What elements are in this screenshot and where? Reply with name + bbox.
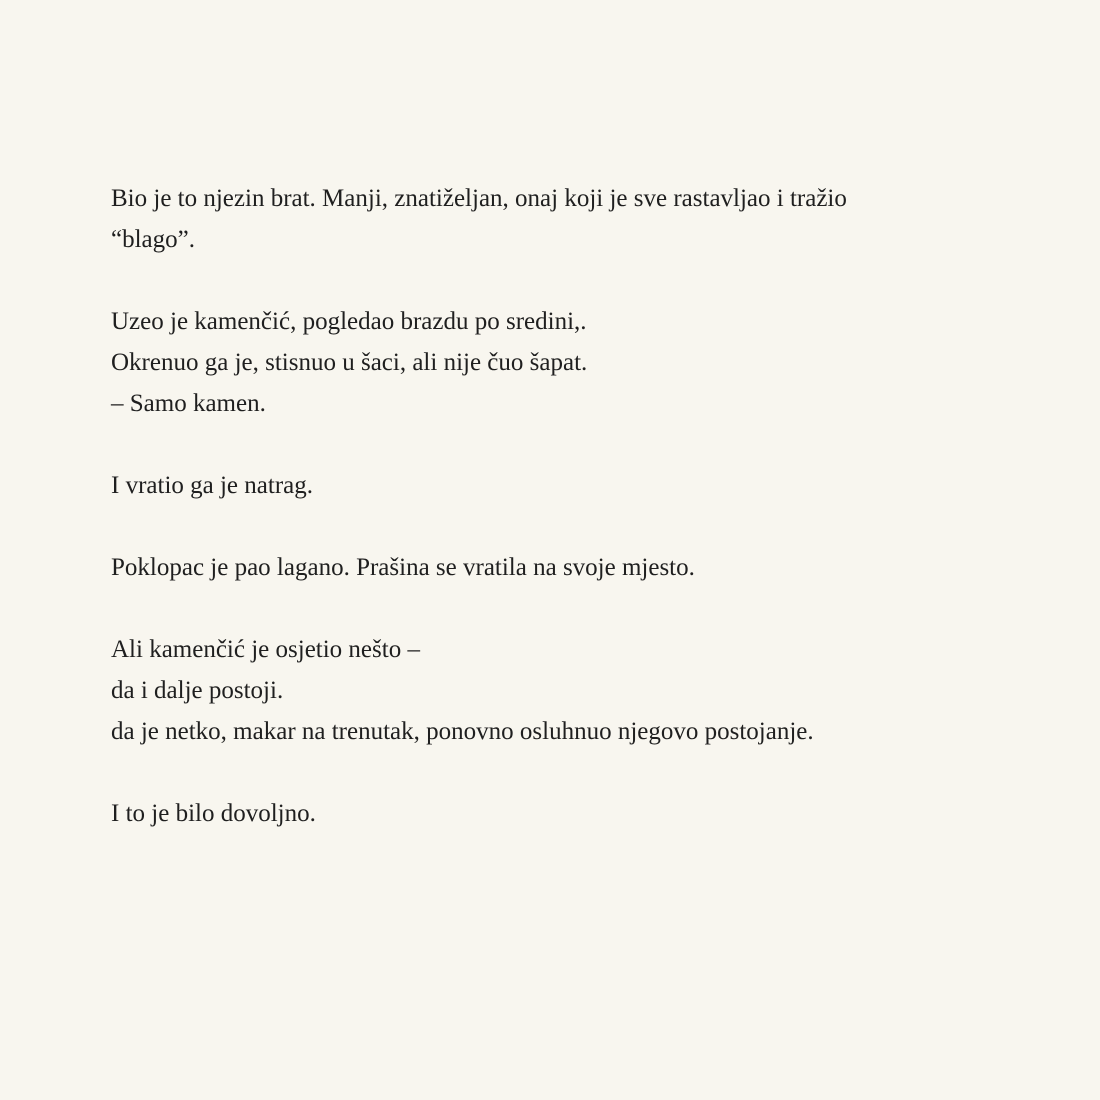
paragraph bbox=[111, 629, 1011, 752]
text-line: Okrenuo ga je, stisnuo u šaci, ali nije čuo šapat. bbox=[111, 349, 588, 376]
text-line: I vratio ga je natrag. bbox=[111, 472, 313, 499]
text-line: da i dalje postoji. bbox=[111, 677, 284, 704]
paragraph bbox=[111, 793, 1011, 834]
text-line: – Samo kamen. bbox=[111, 390, 266, 417]
paragraph bbox=[111, 301, 1011, 424]
paragraph bbox=[111, 178, 1011, 260]
paragraph bbox=[111, 547, 1011, 588]
text-line: “blago”. bbox=[111, 226, 195, 253]
text-line: I to je bilo dovoljno. bbox=[111, 800, 316, 827]
text-line: Poklopac je pao lagano. Prašina se vratila na svoje mjesto. bbox=[111, 554, 695, 581]
paragraph bbox=[111, 465, 1011, 506]
text-line: Ali kamenčić je osjetio nešto – bbox=[111, 636, 420, 663]
text-line: Uzeo je kamenčić, pogledao brazdu po sredini,. bbox=[111, 308, 587, 335]
text-line: da je netko, makar na trenutak, ponovno osluhnuo njegovo postojanje. bbox=[111, 718, 814, 745]
story-text bbox=[111, 178, 1011, 834]
text-line: Bio je to njezin brat. Manji, znatiželjan, onaj koji je sve rastavljao i tražio bbox=[111, 185, 847, 212]
